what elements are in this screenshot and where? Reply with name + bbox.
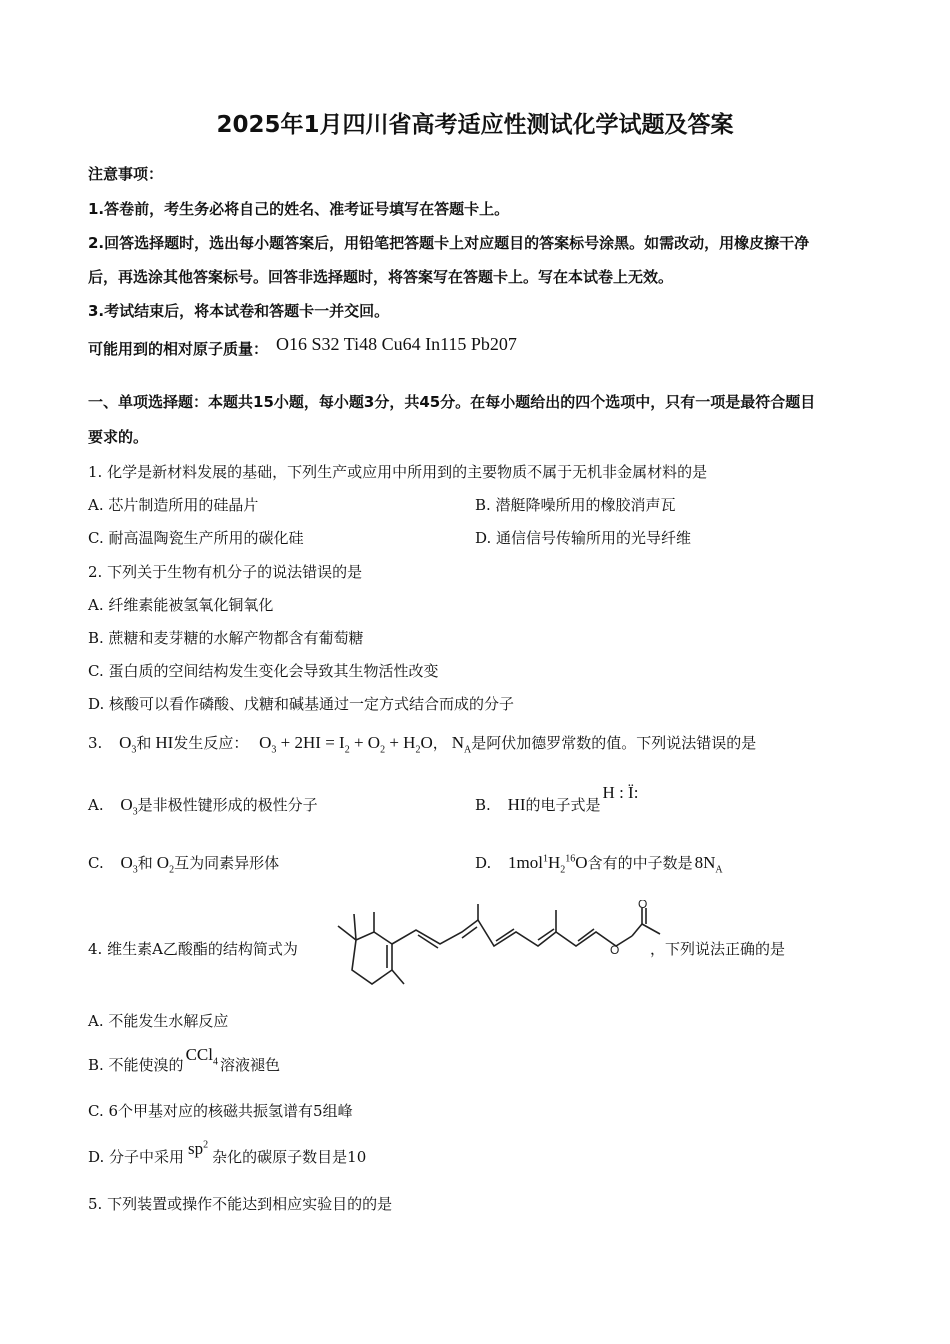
q4-stem-2: ，下列说法正确的是 bbox=[650, 940, 786, 958]
vitamin-a-acetate-structure bbox=[326, 900, 662, 992]
q3-option-d-label: D. bbox=[475, 854, 492, 872]
q3-stem: 3. $O_3$和 HI发生反应： $O_3 + 2HI = I_2 + O_2 + H_2O$， $N_A$是阿伏加德罗常数的值。下列说法错误的是 bbox=[88, 733, 757, 756]
notice-item-2-cont: 后，再选涂其他答案标号。回答非选择题时，将答案写在答题卡上。写在本试卷上无效。 bbox=[88, 268, 674, 286]
q4-stem-1: 4. 维生素A乙酸酯的结构简式为 bbox=[88, 940, 298, 958]
q3-option-c-label: C. bbox=[88, 854, 104, 872]
q1-stem: 1. 化学是新材料发展的基础，下列生产或应用中所用到的主要物质不属于无机非金属材料的是 bbox=[88, 463, 708, 481]
q3-option-b-label: B. bbox=[475, 796, 491, 814]
q3-option-a-label: A. bbox=[88, 796, 104, 814]
q1-option-c: C. 耐高温陶瓷生产所用的碳化硅 bbox=[88, 529, 304, 547]
q2-stem: 2. 下列关于生物有机分子的说法错误的是 bbox=[88, 563, 363, 581]
q2-option-d: D. 核酸可以看作磷酸、戊糖和碱基通过一定方式结合而成的分子 bbox=[88, 695, 515, 713]
section1-heading: 一、单项选择题：本题共15小题，每小题3分，共45分。在每小题给出的四个选项中，只有一项是最符合题目 bbox=[88, 393, 816, 411]
q4-option-b-text-2: 溶液褪色 bbox=[219, 1056, 280, 1074]
atomic-masses-label: 可能用到的相对原子质量： bbox=[88, 340, 269, 358]
q3-option-a: A. $O_3$是非极性键形成的极性分子 bbox=[88, 795, 318, 818]
q1-option-b: B. 潜艇降噪所用的橡胶消声瓦 bbox=[475, 496, 676, 514]
q4-option-d-text-2: 杂化的碳原子数目是10 bbox=[212, 1148, 367, 1166]
notice-item-3: 3.考试结束后，将本试卷和答题卡一并交回。 bbox=[88, 302, 390, 320]
q3-text-react: 发生反应： bbox=[173, 734, 249, 752]
q4-option-a: A. 不能发生水解反应 bbox=[88, 1012, 229, 1030]
q3-option-d-text: 含有的中子数是 bbox=[587, 854, 693, 872]
svg-text:O: O bbox=[610, 943, 620, 957]
svg-text:O: O bbox=[638, 900, 648, 911]
q3-option-c-and: 和 bbox=[137, 854, 153, 872]
q2-option-b: B. 蔗糖和麦芽糖的水解产物都含有葡萄糖 bbox=[88, 629, 364, 647]
q4-option-c: C. 6个甲基对应的核磁共振氢谱有5组峰 bbox=[88, 1102, 353, 1120]
q4-option-d: D. 分子中采用 $sp^2$杂化的碳原子数目是10 bbox=[88, 1139, 367, 1166]
q1-option-a: A. 芯片制造所用的硅晶片 bbox=[88, 496, 259, 514]
q3-option-a-text: 是非极性键形成的极性分子 bbox=[137, 796, 318, 814]
atomic-masses-values: O16 S32 Ti48 Cu64 In115 Pb207 bbox=[276, 334, 517, 354]
q5-stem: 5. 下列装置或操作不能达到相应实验目的的是 bbox=[88, 1195, 393, 1213]
q3-number: 3. bbox=[88, 734, 103, 752]
notice-item-2: 2.回答选择题时，选出每小题答案后，用铅笔把答题卡上对应题目的答案标号涂黑。如需改动，用橡皮擦干净 bbox=[88, 234, 810, 252]
q3-option-b: B. HI的电子式是H : Ï: bbox=[475, 783, 639, 814]
q2-option-a: A. 纤维素能被氢氧化铜氧化 bbox=[88, 596, 274, 614]
q3-text-and: 和 bbox=[136, 734, 152, 752]
q3-option-c: C. $O_3$和 $O_2$互为同素异形体 bbox=[88, 853, 280, 876]
notice-item-1: 1.答卷前，考生务必将自己的姓名、准考证号填写在答题卡上。 bbox=[88, 200, 510, 218]
q4-option-b-text-1: B. 不能使溴的 bbox=[88, 1056, 184, 1074]
q3-option-d: D. $1mol^1H_2^{16}O$含有的中子数是 $8N_A$ bbox=[475, 853, 723, 876]
q3-option-c-text: 互为同素异形体 bbox=[174, 854, 280, 872]
atomic-masses-line bbox=[88, 334, 517, 359]
q3-option-b-text: 的电子式是 bbox=[525, 796, 601, 814]
q2-option-c: C. 蛋白质的空间结构发生变化会导致其生物活性改变 bbox=[88, 662, 439, 680]
q4-option-d-text-1: D. 分子中采用 bbox=[88, 1148, 185, 1166]
q3-text-comma: ， bbox=[432, 734, 448, 752]
q4-option-b: B. 不能使溴的CCl$_4$ 溶液褪色 bbox=[88, 1045, 280, 1074]
notice-heading: 注意事项： bbox=[88, 165, 164, 183]
section1-heading-cont: 要求的。 bbox=[88, 428, 149, 446]
q1-option-d: D. 通信信号传输所用的光导纤维 bbox=[475, 529, 692, 547]
q3-text-tail: 是阿伏加德罗常数的值。下列说法错误的是 bbox=[471, 734, 757, 752]
page-title: 2025年1月四川省高考适应性测试化学试题及答案 bbox=[216, 112, 734, 138]
